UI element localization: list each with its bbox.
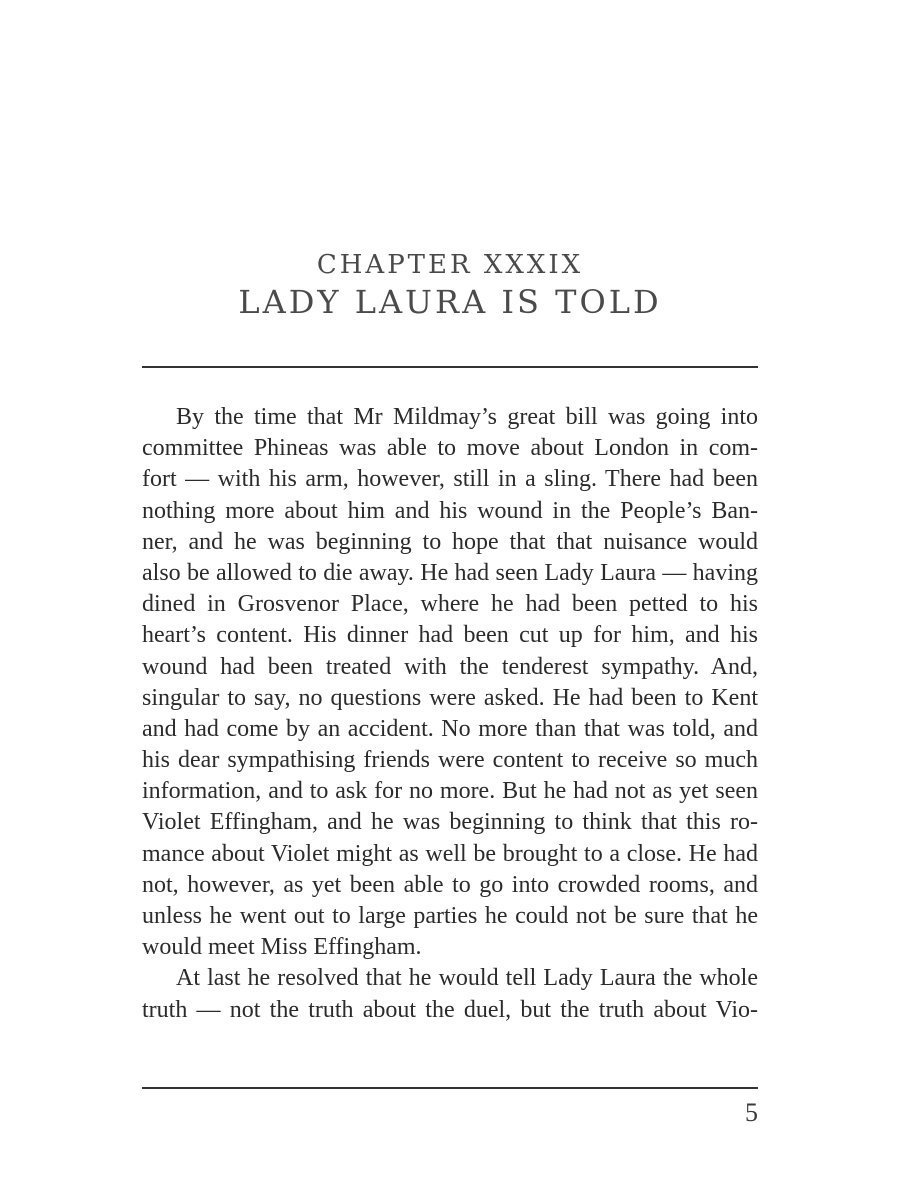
text-line: committee Phineas was able to move about London in com- [142,435,758,462]
text-line: truth — not the truth about the duel, but the truth about Vio- [142,996,758,1023]
text-line: singular to say, no questions were asked. He had been to Kent [142,684,758,711]
text-line: fort — with his arm, however, still in a sling. There had been [142,466,758,493]
text-line: Violet Effingham, and he was beginning to think that this ro- [142,809,758,836]
chapter-number: CHAPTER XXXIX [316,250,584,280]
text-line: mance about Violet might as well be brought to a close. He had [142,840,758,867]
bottom-rule [142,1087,758,1089]
text-line: would meet Miss Effingham. [142,934,422,961]
text-line: heart’s content. His dinner had been cut up for him, and his [142,622,758,649]
text-line: and had come by an accident. No more than that was told, and [142,715,758,742]
text-line: By the time that Mr Mildmay’s great bill was going into [176,404,758,430]
chapter-title: LADY LAURA IS TOLD [238,283,662,321]
text-line: his dear sympathising friends were content to receive so much [142,747,758,774]
text-line: information, and to ask for no more. But he had not as yet seen [142,778,758,805]
top-rule [142,366,758,368]
text-line: At last he resolved that he would tell Lady Laura the whole [176,965,758,992]
page-number: 5 [745,1098,758,1127]
text-line: dined in Grosvenor Place, where he had been petted to his [142,591,758,618]
text-line: not, however, as yet been able to go into crowded rooms, and [142,871,758,898]
text-line: nothing more about him and his wound in the People’s Ban- [142,497,758,524]
body-text [142,402,758,1026]
text-line: wound had been treated with the tenderest sympathy. And, [142,653,758,680]
chapter-heading [0,248,900,322]
text-line: unless he went out to large parties he could not be sure that he [142,903,758,929]
text-line: also be allowed to die away. He had seen Lady Laura — having [142,559,758,586]
text-line: ner, and he was beginning to hope that that nuisance would [142,528,758,555]
